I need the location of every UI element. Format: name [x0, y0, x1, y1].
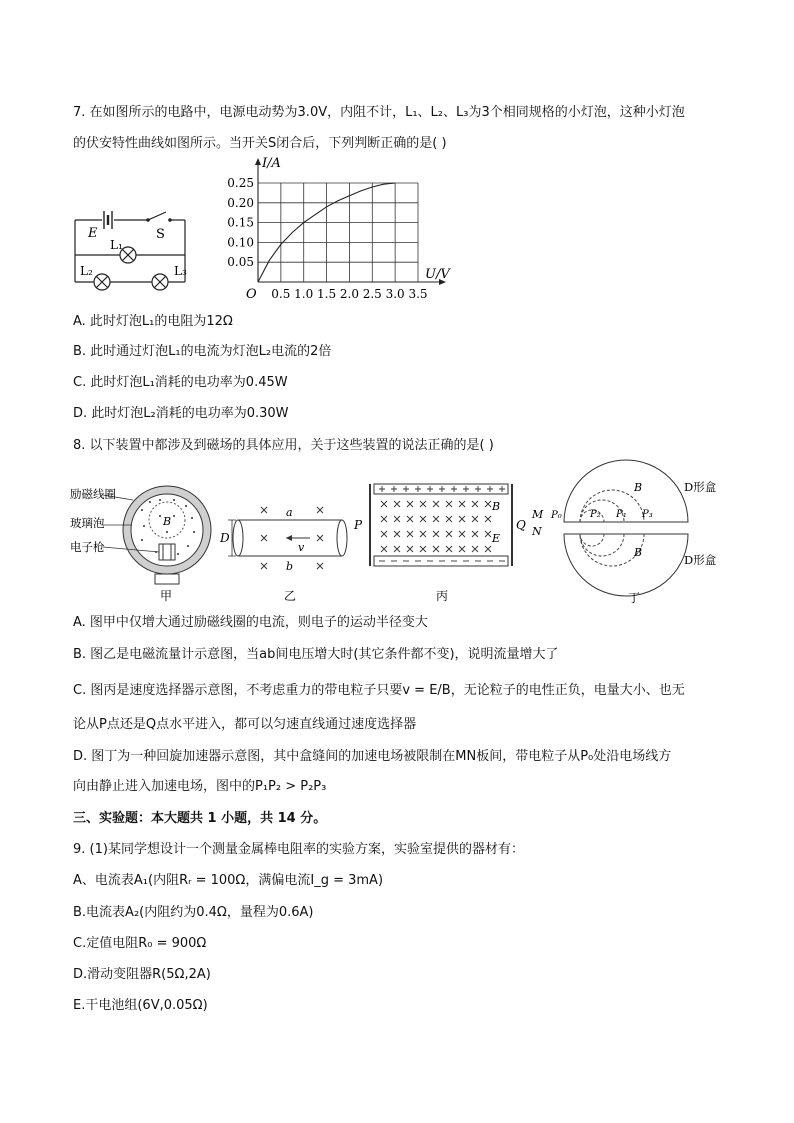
field-cross	[381, 501, 387, 507]
plus-sign	[379, 486, 385, 492]
bulb-l3-label: L₃	[174, 264, 187, 278]
plus-sign	[463, 486, 469, 492]
field-cross	[485, 546, 491, 552]
q9-item-c: C.定值电阻R₀ = 900Ω	[73, 936, 207, 951]
bulb-label: 玻璃泡	[70, 516, 105, 530]
figure-ding-cyclotron	[528, 458, 758, 608]
x-tick-label: 1.5	[317, 287, 337, 301]
x-axis-label: U/V	[425, 267, 450, 282]
q7-option-a: A. 此时灯泡L₁的电阻为12Ω	[73, 314, 233, 329]
q8-option-d-line-2: 向由静止进入加速电场，图中的P₁P₂ > P₂P₃	[73, 779, 327, 794]
field-cross	[472, 516, 478, 522]
plus-sign	[415, 486, 421, 492]
point-p1-label: P₁	[616, 509, 627, 520]
q9-item-d: D.滑动变阻器R(5Ω,2A)	[73, 967, 211, 982]
field-cross	[381, 516, 387, 522]
plus-sign	[439, 486, 445, 492]
y-axis-label: I/A	[262, 156, 281, 171]
figure-bing-velocity-selector	[350, 482, 534, 606]
chart-grid	[258, 183, 418, 282]
figure-yi-caption: 乙	[284, 589, 297, 603]
section-3-heading: 三、实验题：本大题共 1 小题，共 14 分。	[73, 811, 327, 826]
field-cross	[446, 531, 452, 537]
field-cross	[420, 516, 426, 522]
plate-n-label: N	[532, 525, 542, 538]
q7-option-b: B. 此时通过灯泡L₁的电流为灯泡L₂电流的2倍	[73, 344, 332, 359]
field-cross	[433, 501, 439, 507]
point-p0-label: P₀	[551, 510, 562, 521]
field-cross	[459, 531, 465, 537]
field-cross	[394, 531, 400, 537]
q8-option-c-line-1: C. 图丙是速度选择器示意图，不考虑重力的带电粒子只要v = E/B，无论粒子的电性正负，电量大小、也无	[73, 683, 685, 698]
x-tick-label: 2.0	[339, 287, 359, 301]
gun-label: 电子枪	[70, 540, 105, 554]
point-p3-label: P₃	[642, 509, 653, 520]
field-b1-label: B	[634, 481, 643, 494]
q8-option-a: A. 图甲中仅增大通过励磁线圈的电流，则电子的运动半径变大	[73, 615, 428, 630]
field-b-label: B	[492, 500, 501, 513]
field-cross	[459, 501, 465, 507]
q9-item-a: A、电流表A₁(内阻Rᵣ = 100Ω，满偏电流I_g = 3mA)	[73, 873, 384, 888]
q7-stem-line-2: 的伏安特性曲线如图所示。当开关S闭合后，下列判断正确的是( )	[73, 136, 447, 151]
q7-stem-line-1: 7. 在如图所示的电路中，电源电动势为3.0V，内阻不计，L₁、L₂、L₃为3个相同规格的小灯泡，这种小灯泡	[73, 105, 685, 120]
field-cross	[459, 516, 465, 522]
field-cross	[420, 531, 426, 537]
q9-stem: 9. (1)某同学想设计一个测量金属棒电阻率的实验方案，实验室提供的器材有：	[73, 842, 524, 857]
field-b-label: B	[163, 515, 172, 528]
q7-option-d: D. 此时灯泡L₂消耗的电功率为0.30W	[73, 406, 289, 421]
y-tick-label: 0.10	[227, 235, 254, 250]
q9-item-e: E.干电池组(6V,0.05Ω)	[73, 998, 208, 1013]
plus-sign	[391, 486, 397, 492]
field-cross	[446, 501, 452, 507]
d-box-bottom-label: D形盒	[684, 553, 717, 567]
plus-sign	[499, 486, 505, 492]
origin-label: O	[246, 287, 257, 302]
point-b-label: b	[286, 560, 294, 573]
field-cross	[472, 501, 478, 507]
circuit-diagram	[70, 200, 190, 295]
figure-bing-caption: 丙	[436, 589, 449, 603]
field-cross	[485, 531, 491, 537]
y-tick-label: 0.25	[227, 176, 254, 190]
field-cross	[446, 516, 452, 522]
plus-sign	[451, 486, 457, 492]
point-q-label: Q	[516, 518, 526, 532]
field-cross	[407, 516, 413, 522]
field-cross	[420, 501, 426, 507]
iu-characteristic-chart	[222, 152, 462, 304]
figure-yi-flowmeter	[218, 498, 350, 606]
field-e-label: E	[492, 532, 501, 545]
chart-axes	[255, 158, 446, 285]
switch-label: S	[156, 227, 165, 242]
plus-sign	[475, 486, 481, 492]
x-tick-label: 0.5	[271, 287, 291, 301]
figure-jia-electron-beam	[70, 480, 220, 605]
plus-sign	[403, 486, 409, 492]
field-cross	[407, 501, 413, 507]
q8-stem: 8. 以下装置中都涉及到磁场的具体应用，关于这些装置的说法正确的是( )	[73, 438, 494, 453]
field-b2-label: B	[634, 546, 643, 559]
field-cross	[446, 546, 452, 552]
field-cross	[459, 546, 465, 552]
diameter-label: D	[220, 531, 230, 545]
x-tick-label: 1.0	[294, 287, 314, 301]
field-cross	[381, 531, 387, 537]
y-tick-label: 0.20	[227, 195, 254, 210]
plus-sign	[427, 486, 433, 492]
point-p2-label: P₂	[590, 509, 601, 520]
q7-option-c: C. 此时灯泡L₁消耗的电功率为0.45W	[73, 375, 288, 390]
y-axis-arrow	[255, 158, 261, 165]
point-a-label: a	[286, 506, 293, 519]
x-tick-label: 3.5	[408, 287, 428, 301]
field-cross	[394, 546, 400, 552]
field-cross	[472, 531, 478, 537]
plate-m-label: M	[532, 508, 544, 521]
q8-option-c-line-2: 论从P点还是Q点水平进入，都可以匀速直线通过速度选择器	[73, 717, 417, 732]
field-cross	[433, 516, 439, 522]
velocity-label: v	[298, 541, 305, 554]
field-cross	[472, 546, 478, 552]
x-tick-label: 3.0	[385, 287, 405, 301]
y-tick-label: 0.05	[227, 255, 254, 270]
point-p-label: P	[354, 518, 363, 532]
plus-sign	[487, 486, 493, 492]
d-box-top-label: D形盒	[684, 480, 717, 494]
field-cross	[433, 531, 439, 537]
q8-option-b: B. 图乙是电磁流量计示意图，当ab间电压增大时(其它条件都不变)，说明流量增大了	[73, 647, 559, 662]
field-cross	[485, 516, 491, 522]
q9-item-b: B.电流表A₂(内阻约为0.4Ω，量程为0.6A)	[73, 905, 314, 920]
bulb-l2-label: L₂	[80, 264, 93, 278]
figure-ding-caption: 丁	[628, 591, 641, 605]
field-cross	[407, 531, 413, 537]
bulb-l1-label: L₁	[110, 238, 123, 252]
field-cross	[407, 546, 413, 552]
field-cross	[394, 516, 400, 522]
field-cross	[381, 546, 387, 552]
field-cross	[420, 546, 426, 552]
emf-label: E	[88, 226, 98, 241]
figure-jia-caption: 甲	[160, 589, 173, 603]
y-tick-label: 0.15	[227, 215, 254, 230]
field-cross	[394, 501, 400, 507]
x-tick-label: 2.5	[362, 287, 382, 301]
field-cross	[433, 546, 439, 552]
coil-label: 励磁线圈	[70, 487, 116, 501]
q8-option-d-line-1: D. 图丁为一种回旋加速器示意图，其中盒缝间的加速电场被限制在MN板间，带电粒子从P₀处沿电场线方	[73, 749, 672, 764]
field-cross	[485, 501, 491, 507]
